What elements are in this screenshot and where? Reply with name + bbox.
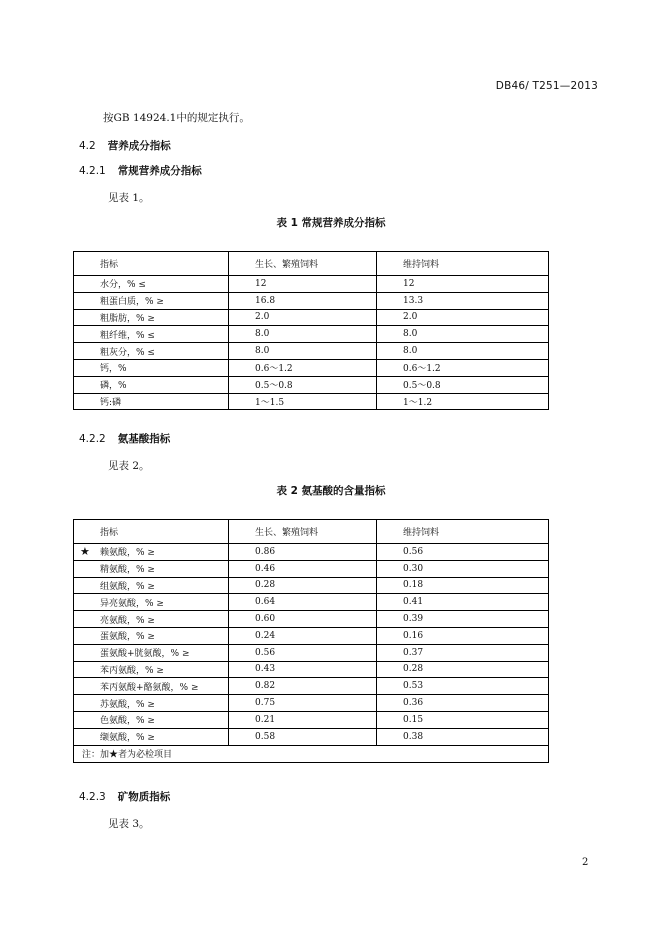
table-cell: 水分，% ≤ <box>74 276 229 293</box>
table-header-row <box>74 520 549 544</box>
table2-caption: 表 2 氨基酸的含量指标 <box>276 485 386 497</box>
table2-reference: 见表 2。 <box>108 460 150 472</box>
section-title: 营养成分指标 <box>107 140 171 152</box>
page-number: 2 <box>582 857 589 868</box>
table-cell: 蛋氨酸，% ≥ <box>74 627 229 644</box>
table1-caption: 表 1 常规营养成分指标 <box>276 217 386 229</box>
table-row <box>74 711 549 728</box>
table-cell: 2.0 <box>377 309 549 326</box>
table-row <box>74 594 549 611</box>
table-row <box>74 292 549 309</box>
table-cell: 0.56 <box>377 544 549 561</box>
section-heading-4-2-2 <box>79 431 170 446</box>
section-title: 常规营养成分指标 <box>117 165 202 177</box>
table-cell: 0.38 <box>377 728 549 745</box>
header-cell: 指标 <box>74 520 229 544</box>
table-cell: 0.86 <box>229 544 377 561</box>
section-number: 4.2 <box>79 140 96 152</box>
table-cell: 0.39 <box>377 611 549 628</box>
table-row <box>74 611 549 628</box>
table-cell: 组氨酸，% ≥ <box>74 577 229 594</box>
header-cell: 维持饲料 <box>377 252 549 276</box>
table-cell: 磷，% <box>74 376 229 393</box>
table1-reference: 见表 1。 <box>108 192 150 204</box>
table-cell: 0.43 <box>229 661 377 678</box>
table-row <box>74 644 549 661</box>
table-cell: 0.41 <box>377 594 549 611</box>
table-cell: 色氨酸，% ≥ <box>74 711 229 728</box>
table-cell: 钙，% <box>74 359 229 376</box>
table-header-row <box>74 252 549 276</box>
table-cell: 精氨酸，% ≥ <box>74 560 229 577</box>
section-title: 矿物质指标 <box>117 791 171 803</box>
table-cell: 0.58 <box>229 728 377 745</box>
table-cell: 0.53 <box>377 678 549 695</box>
table-cell: 0.36 <box>377 695 549 712</box>
table-cell: 苯丙氨酸，% ≥ <box>74 661 229 678</box>
table-row <box>74 661 549 678</box>
section-heading-4-2-1 <box>79 163 202 178</box>
section-number: 4.2.1 <box>79 165 106 177</box>
table-cell <box>74 544 229 561</box>
table-cell: 亮氨酸，% ≥ <box>74 611 229 628</box>
table-cell: 异亮氨酸，% ≥ <box>74 594 229 611</box>
table-cell: 0.28 <box>229 577 377 594</box>
table-cell: 0.28 <box>377 661 549 678</box>
table-1 <box>73 251 549 410</box>
table-cell: 16.8 <box>229 292 377 309</box>
table-cell: 蛋氨酸+胱氨酸，% ≥ <box>74 644 229 661</box>
table-row <box>74 577 549 594</box>
table-2 <box>73 519 549 763</box>
table-cell: 粗灰分，% ≤ <box>74 343 229 360</box>
table3-reference: 见表 3。 <box>108 818 150 830</box>
star-icon: ★ <box>80 545 90 558</box>
header-cell: 指标 <box>74 252 229 276</box>
table-cell: 2.0 <box>229 309 377 326</box>
table-cell: 粗脂肪，% ≥ <box>74 309 229 326</box>
document-code: DB46/ T251—2013 <box>495 80 598 92</box>
header-cell: 生长、繁殖饲料 <box>229 252 377 276</box>
table-cell: 12 <box>377 276 549 293</box>
table-cell: 0.82 <box>229 678 377 695</box>
table-row <box>74 728 549 745</box>
table-cell: 粗纤维，% ≤ <box>74 326 229 343</box>
table-cell: 8.0 <box>229 326 377 343</box>
table-cell: 0.64 <box>229 594 377 611</box>
table-cell: 13.3 <box>377 292 549 309</box>
table-cell: 苏氨酸，% ≥ <box>74 695 229 712</box>
table-row <box>74 309 549 326</box>
table-row <box>74 376 549 393</box>
table-cell: 苯丙氨酸+酪氨酸，% ≥ <box>74 678 229 695</box>
table-row <box>74 343 549 360</box>
table-row <box>74 326 549 343</box>
table-row <box>74 359 549 376</box>
table-cell: 0.6～1.2 <box>229 359 377 376</box>
table-cell: 8.0 <box>377 326 549 343</box>
section-number: 4.2.3 <box>79 791 106 803</box>
table-row <box>74 695 549 712</box>
table-cell: 0.15 <box>377 711 549 728</box>
table-note-row <box>74 745 549 763</box>
table-cell: 0.16 <box>377 627 549 644</box>
table-row <box>74 627 549 644</box>
table-row <box>74 276 549 293</box>
table-cell: 8.0 <box>377 343 549 360</box>
section-heading-4-2-3 <box>79 789 170 804</box>
section-title: 氨基酸指标 <box>117 433 171 445</box>
table-row <box>74 560 549 577</box>
table-cell: 0.56 <box>229 644 377 661</box>
table-cell: 0.21 <box>229 711 377 728</box>
section-number: 4.2.2 <box>79 433 106 445</box>
table-cell: 8.0 <box>229 343 377 360</box>
intro-text: 按GB 14924.1中的规定执行。 <box>103 112 250 124</box>
table-cell: 0.60 <box>229 611 377 628</box>
table-cell: 0.46 <box>229 560 377 577</box>
table-cell: 0.37 <box>377 644 549 661</box>
table-cell: 缬氨酸，% ≥ <box>74 728 229 745</box>
table-cell: 0.6～1.2 <box>377 359 549 376</box>
table-cell: 0.24 <box>229 627 377 644</box>
table-cell: 1～1.2 <box>377 393 549 410</box>
table-cell: 0.75 <box>229 695 377 712</box>
table-note: 注：加★者为必检项目 <box>74 745 549 763</box>
table-cell: 0.5～0.8 <box>229 376 377 393</box>
table-row <box>74 544 549 561</box>
header-cell: 维持饲料 <box>377 520 549 544</box>
table-row <box>74 393 549 410</box>
table-cell: 12 <box>229 276 377 293</box>
table-cell: 粗蛋白质，% ≥ <box>74 292 229 309</box>
table-cell: 钙:磷 <box>74 393 229 410</box>
table-cell: 1～1.5 <box>229 393 377 410</box>
table-cell: 0.18 <box>377 577 549 594</box>
section-heading-4-2 <box>79 138 171 153</box>
table-cell: 0.30 <box>377 560 549 577</box>
table-cell: 0.5～0.8 <box>377 376 549 393</box>
table-row <box>74 678 549 695</box>
cell-text: 赖氨酸，% ≥ <box>100 548 155 559</box>
header-cell: 生长、繁殖饲料 <box>229 520 377 544</box>
